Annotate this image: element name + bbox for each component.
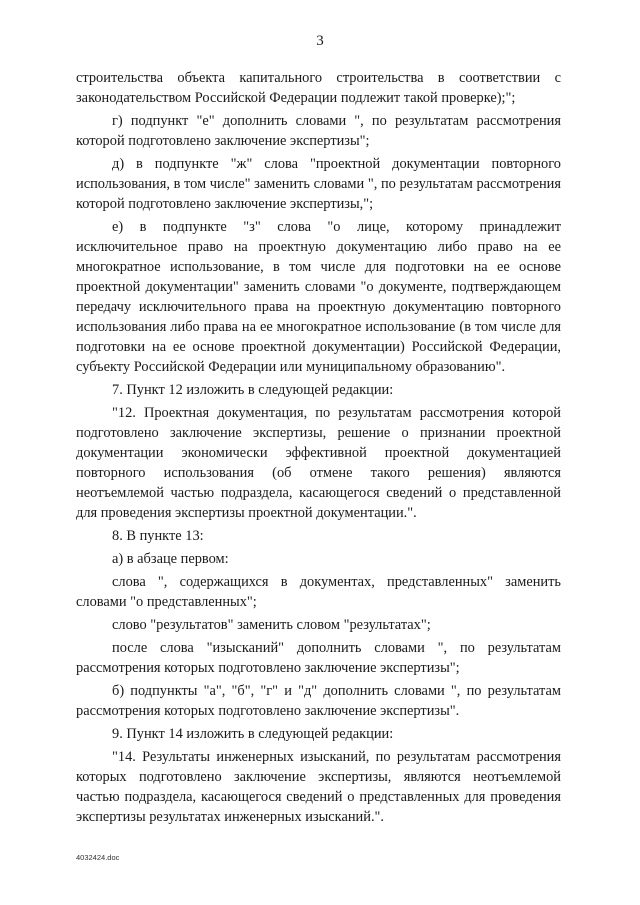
paragraph-continuation: строительства объекта капитального строительства в соответствии с законодательством Российской Федерации подлежит такой проверке);";: [76, 70, 561, 106]
paragraph-word-replace: слово "результатов" заменить словом "результатах";: [112, 617, 431, 633]
paragraph-subitem-g: г) подпункт "е" дополнить словами ", по результатам рассмотрения которой подготовлено заключение экспертизы";: [76, 113, 561, 149]
paragraph-subitem-a: а) в абзаце первом:: [112, 551, 229, 567]
paragraph-after-word: после слова "изысканий" дополнить словами ", по результатам рассмотрения которых подготовлено заключение экспертизы";: [76, 640, 561, 676]
page-number: 3: [316, 33, 324, 49]
paragraph-subitem-d: д) в подпункте "ж" слова "проектной документации повторного использования, в том числе" заменить словами ", по результатам рассмотрения которой подготовлено заключение экспертизы,";: [76, 156, 561, 212]
paragraph-item-12-text: "12. Проектная документация, по результатам рассмотрения которой подготовлено заключение экспертизы, решение о признании проектной документации экономически эффективной проектной документацией повторного использования (об отмене такого решения) являются неотъемлемой частью подраздела, касающегося сведений о представленной для проведения экспертизы проектной документации.".: [76, 405, 561, 521]
document-body: [76, 68, 561, 830]
paragraph-item-14-text: "14. Результаты инженерных изысканий, по результатам рассмотрения которых подготовлено заключение экспертизы, являются неотъемлемой частью подраздела, касающегося сведений о представленных для проведения экспертизы результатах инженерных изысканий.".: [76, 749, 561, 825]
paragraph-subitem-e: е) в подпункте "з" слова "о лице, которому принадлежит исключительное право на проектную документацию либо право на ее многократное использование, в том числе для подготовки на ее основе проектной документации" заменить словами "о документе, подтверждающем передачу исключительного права на проектную документацию повторного использования либо права на ее многократное использование (в том числе для подготовки на ее основе проектной документации) Российской Федерации, субъекту Российской Федерации или муниципальному образованию".: [76, 219, 561, 375]
file-name-footer: 4032424.doc: [76, 853, 120, 862]
paragraph-words-replace: слова ", содержащихся в документах, представленных" заменить словами "о представленных";: [76, 574, 561, 610]
paragraph-item-8: 8. В пункте 13:: [112, 528, 204, 544]
paragraph-item-9: 9. Пункт 14 изложить в следующей редакции:: [112, 726, 394, 742]
paragraph-item-7: 7. Пункт 12 изложить в следующей редакции:: [112, 382, 394, 398]
paragraph-subitem-b: б) подпункты "а", "б", "г" и "д" дополнить словами ", по результатам рассмотрения которых подготовлено заключение экспертизы".: [76, 683, 561, 719]
